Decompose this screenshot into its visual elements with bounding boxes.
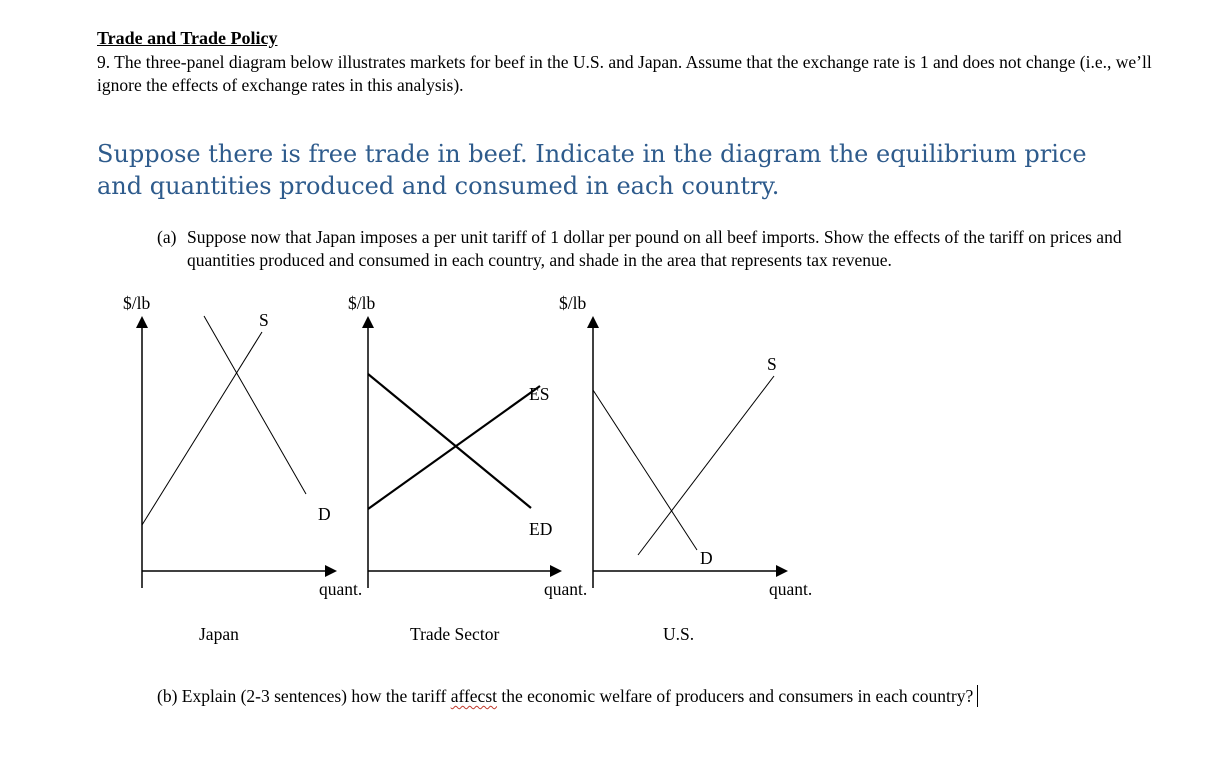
misspelled-word[interactable]: affecst [450, 686, 498, 706]
section-heading: Trade and Trade Policy [97, 28, 278, 48]
japan-supply-label: S [259, 310, 269, 330]
japan-x-axis-label: quant. [319, 579, 363, 599]
japan-supply-curve [142, 332, 262, 525]
trade-y-axis-label: $/lb [348, 293, 376, 313]
part-b-question [157, 685, 978, 707]
excess-supply-curve [368, 386, 540, 509]
trade-panel-title: Trade Sector [410, 624, 500, 644]
excess-demand-curve [368, 374, 531, 508]
japan-demand-label: D [318, 504, 331, 524]
us-demand-label: D [700, 548, 713, 568]
part-a-label: (a) [157, 227, 177, 247]
japan-panel [123, 293, 362, 644]
japan-panel-title: Japan [199, 624, 239, 644]
excess-supply-label: ES [529, 384, 550, 404]
excess-demand-label: ED [529, 519, 553, 539]
japan-y-axis-label: $/lb [123, 293, 151, 313]
us-panel [559, 293, 812, 644]
trade-sector-panel [348, 293, 587, 644]
free-trade-prompt: Suppose there is free trade in beef. Indicate in the diagram the equilibrium price and quantities produced and consumed in each country. [97, 140, 1087, 200]
us-x-axis-label: quant. [769, 579, 813, 599]
us-demand-curve [593, 390, 697, 550]
us-supply-label: S [767, 354, 777, 374]
us-y-axis-label: $/lb [559, 293, 587, 313]
us-panel-title: U.S. [663, 624, 695, 644]
trade-x-axis-label: quant. [544, 579, 588, 599]
us-supply-curve [638, 376, 774, 555]
question-intro: 9. The three-panel diagram below illustrates markets for beef in the U.S. and Japan. Assume that the exchange rate is 1 and does not change (i.e., we’ll ignore the effects of exchange rates in this analysis). [97, 52, 1152, 95]
part-b-text-after: the economic welfare of producers and consumers in each country? [497, 686, 974, 706]
part-b-label: (b) [157, 686, 178, 706]
text-cursor [977, 685, 978, 707]
part-b-text-before: Explain (2-3 sentences) how the tariff [181, 686, 451, 706]
part-a-text: Suppose now that Japan imposes a per unit tariff of 1 dollar per pound on all beef imports. Show the effects of the tariff on prices and quantities produced and consumed in each country, and shade in the area that represents tax revenue. [187, 227, 1122, 270]
